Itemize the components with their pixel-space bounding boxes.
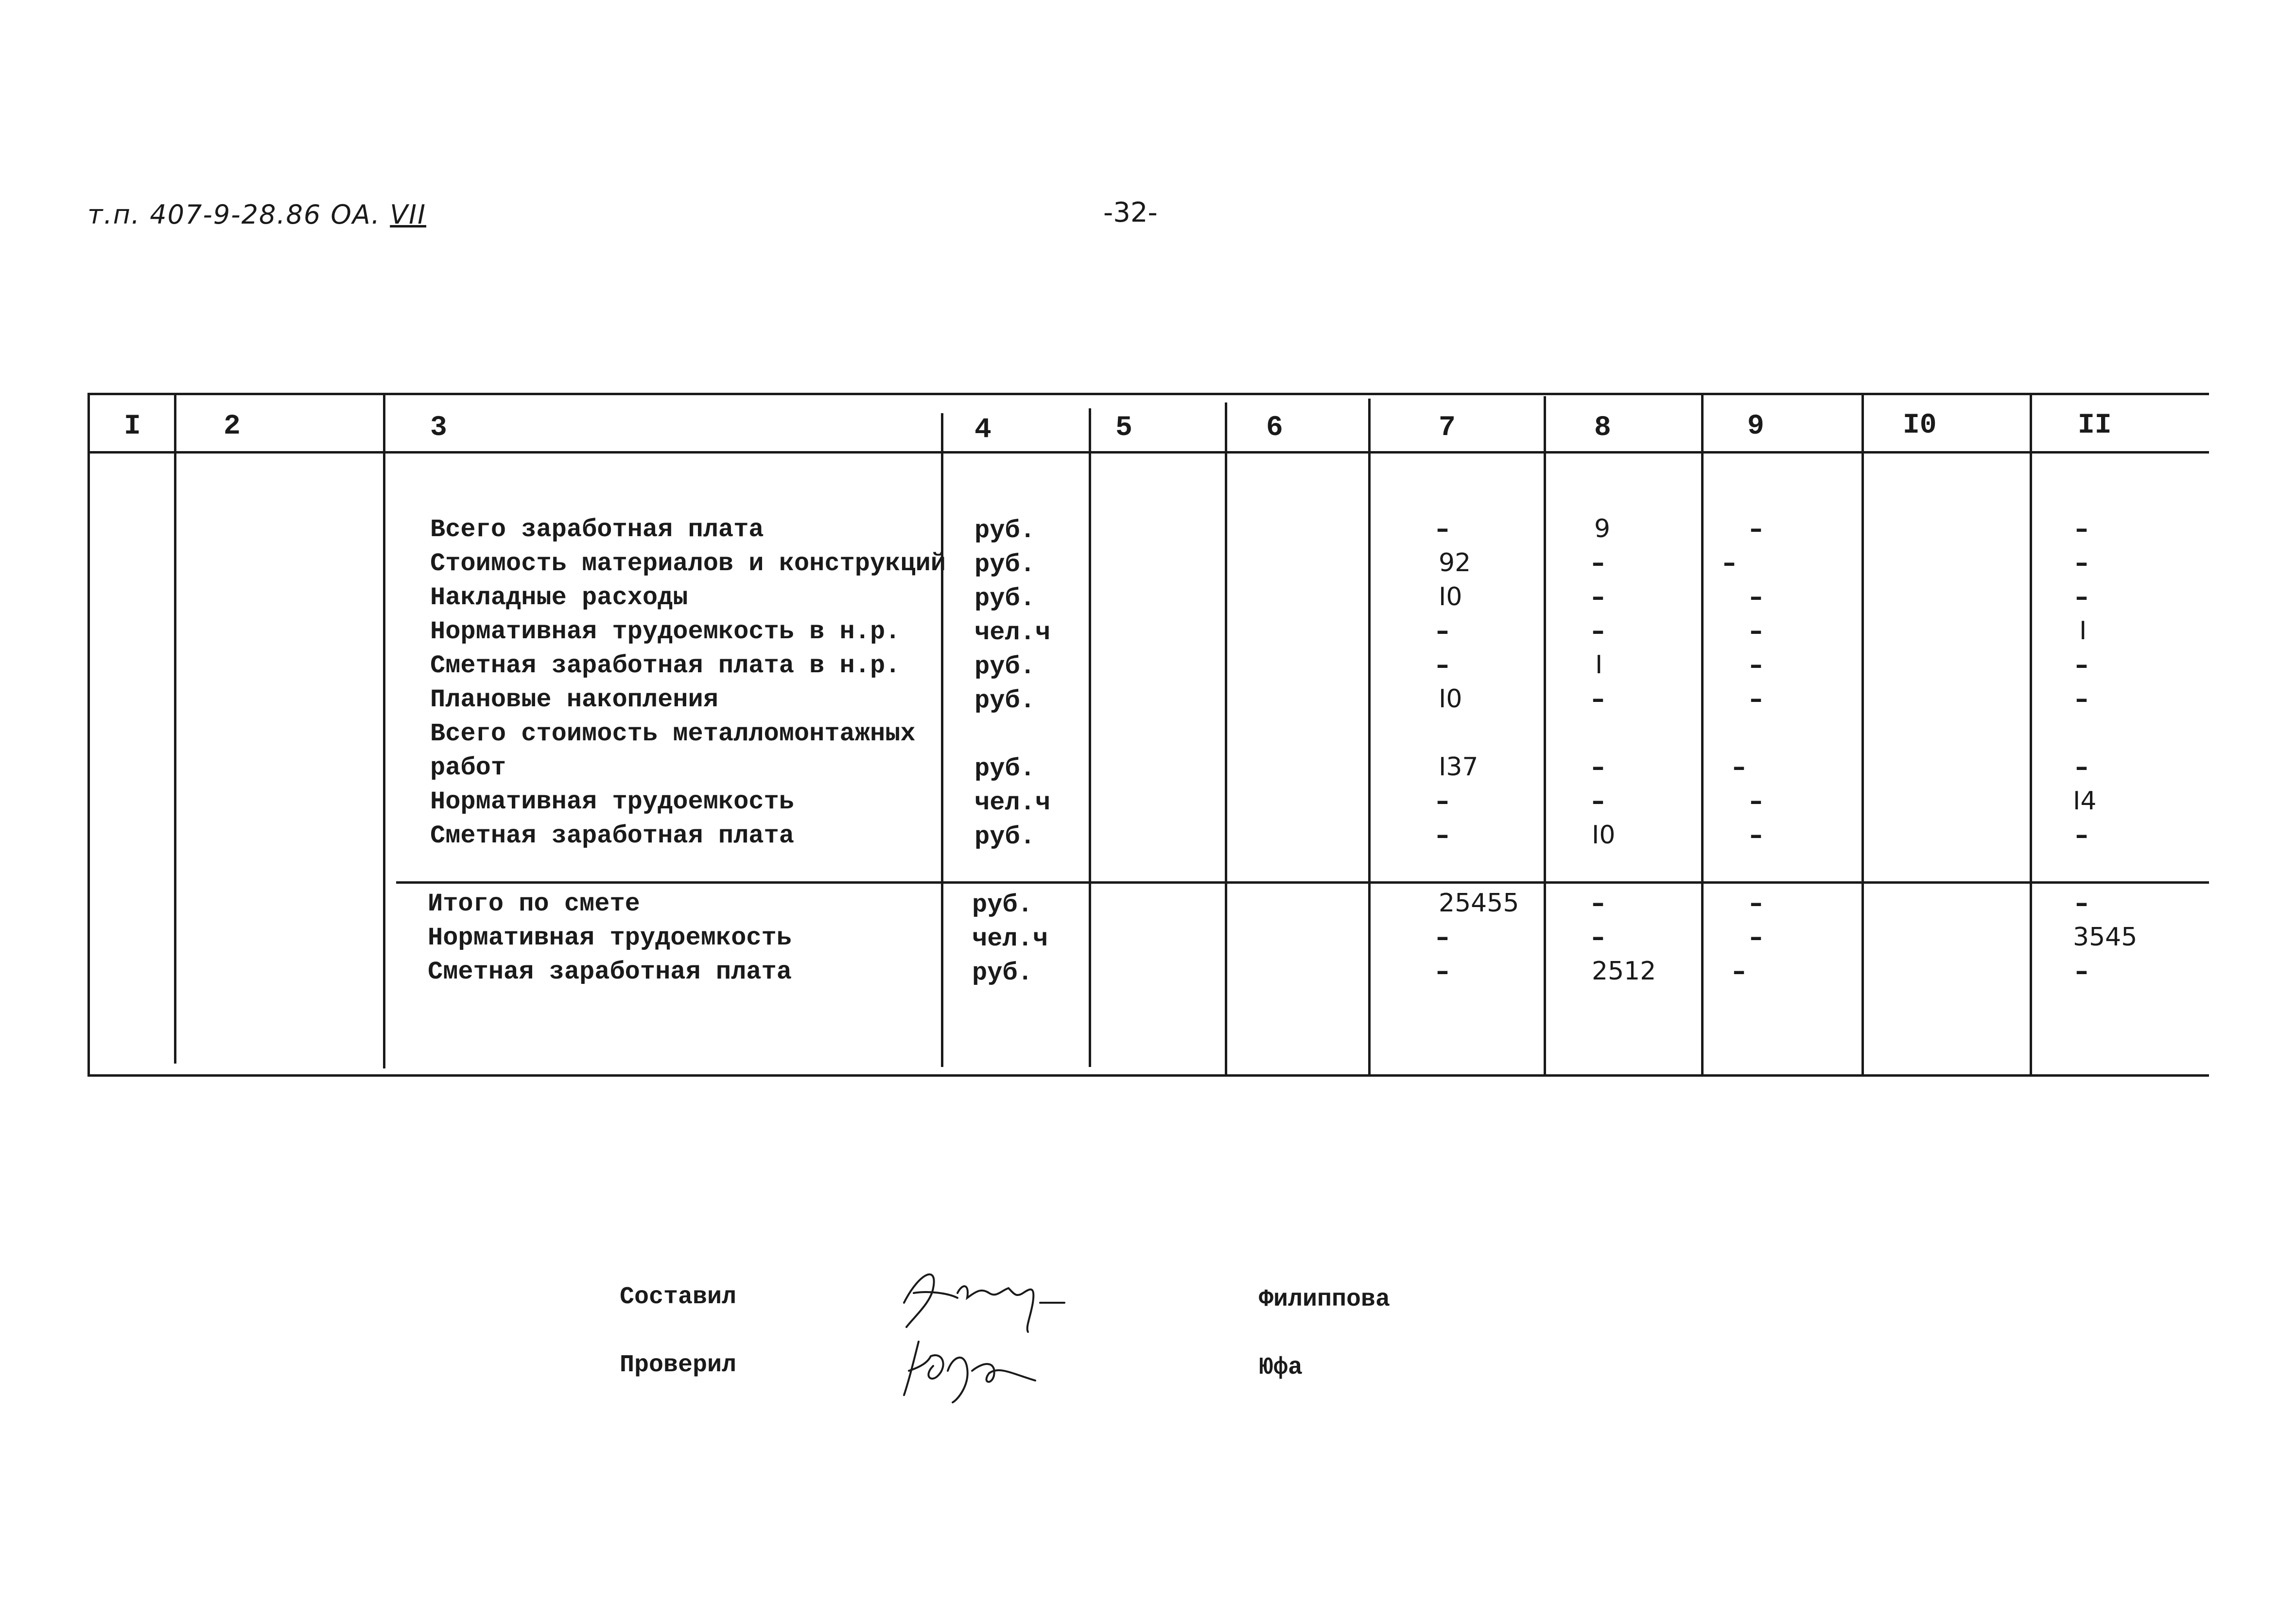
- table-col-divider: [1368, 399, 1371, 1077]
- document-code-text: т.п. 407-9-28.86 ОА.: [87, 199, 381, 230]
- column-header-10: I0: [1903, 410, 1937, 441]
- row-unit: руб.: [974, 652, 1035, 681]
- row-unit: руб.: [974, 822, 1035, 851]
- row-unit: руб.: [972, 891, 1033, 919]
- row-name: Всего заработная плата: [430, 515, 764, 544]
- row-col9: –: [1750, 684, 1762, 714]
- row-unit: руб.: [974, 584, 1035, 613]
- document-code: [87, 199, 426, 230]
- column-header-5: 5: [1115, 412, 1132, 444]
- table-col-divider: [174, 393, 176, 1064]
- checked-by-name: Юфа: [1259, 1354, 1303, 1381]
- row-name: Нормативная трудоемкость: [428, 924, 792, 952]
- table-col-divider: [1861, 394, 1864, 1077]
- row-name: Плановые накопления: [430, 685, 718, 714]
- table-top-rule: [87, 393, 2209, 395]
- row-name: Итого по смете: [428, 890, 640, 918]
- table-col-divider: [1544, 396, 1546, 1077]
- row-unit: чел.ч: [972, 925, 1048, 953]
- row-unit: руб.: [974, 754, 1035, 783]
- column-header-3: 3: [430, 412, 447, 444]
- row-col11: 3545: [2073, 923, 2138, 952]
- column-header-7: 7: [1439, 412, 1456, 444]
- row-col11: I4: [2073, 787, 2097, 816]
- row-name: Стоимость материалов и конструкций: [430, 549, 946, 578]
- row-col7: 25455: [1439, 889, 1519, 918]
- row-col11: –: [2075, 548, 2088, 577]
- column-header-6: 6: [1266, 412, 1283, 444]
- row-name: работ: [430, 753, 506, 782]
- column-header-11: II: [2078, 410, 2112, 441]
- row-col9: –: [1750, 889, 1762, 918]
- row-col7: –: [1436, 821, 1449, 850]
- row-col11: –: [2075, 821, 2088, 850]
- row-col9: –: [1750, 582, 1762, 612]
- row-col9: –: [1750, 616, 1762, 646]
- row-col11: –: [2075, 582, 2088, 612]
- row-name: Сметная заработная плата: [428, 958, 792, 986]
- row-col7: –: [1436, 923, 1449, 952]
- table-col-divider: [2030, 393, 2032, 1077]
- checked-signature: [894, 1322, 1069, 1405]
- row-unit: руб.: [974, 550, 1035, 579]
- row-unit: руб.: [974, 686, 1035, 715]
- row-col7: –: [1436, 650, 1449, 680]
- row-col8: 9: [1594, 514, 1611, 543]
- row-col8: 2512: [1592, 957, 1656, 986]
- row-unit: руб.: [972, 959, 1033, 987]
- row-col9: –: [1750, 787, 1762, 816]
- column-header-8: 8: [1594, 412, 1611, 444]
- row-col7: –: [1436, 787, 1449, 816]
- table-col-divider: [941, 413, 943, 1067]
- compiled-by-name: Филиппова: [1259, 1286, 1391, 1313]
- row-col11: –: [2075, 957, 2088, 986]
- row-col8: –: [1592, 923, 1604, 952]
- row-col9: –: [1733, 752, 1745, 782]
- row-name: Нормативная трудоемкость в н.р.: [430, 617, 901, 646]
- row-col7: I37: [1439, 752, 1478, 782]
- column-header-1: I: [124, 411, 141, 442]
- row-unit: руб.: [974, 516, 1035, 545]
- compiled-by-label: Составил: [620, 1283, 737, 1311]
- row-name: Нормативная трудоемкость: [430, 787, 794, 816]
- row-col7: –: [1436, 957, 1449, 986]
- row-col11: –: [2075, 889, 2088, 918]
- row-col7: –: [1436, 616, 1449, 646]
- row-col8: I0: [1592, 821, 1616, 850]
- table-col-divider: [87, 393, 90, 1077]
- row-col8: –: [1592, 684, 1604, 714]
- column-header-4: 4: [974, 414, 991, 446]
- row-unit: чел.ч: [974, 618, 1051, 647]
- row-col9: –: [1723, 548, 1736, 577]
- row-col7: 92: [1439, 548, 1471, 577]
- row-col7: I0: [1439, 582, 1462, 612]
- row-col9: –: [1750, 821, 1762, 850]
- row-col11: –: [2075, 514, 2088, 543]
- row-col8: –: [1592, 582, 1604, 612]
- row-col7: –: [1436, 514, 1449, 543]
- row-col11: –: [2075, 684, 2088, 714]
- row-col8: –: [1592, 889, 1604, 918]
- row-name: Накладные расходы: [430, 583, 688, 612]
- row-col8: –: [1592, 787, 1604, 816]
- row-col9: –: [1750, 923, 1762, 952]
- table-col-divider: [1701, 395, 1704, 1077]
- row-col11: I: [2079, 616, 2087, 646]
- row-col7: I0: [1439, 684, 1462, 714]
- table-header-rule: [87, 451, 2209, 454]
- row-col8: I: [1595, 650, 1603, 680]
- row-col9: –: [1750, 514, 1762, 543]
- document-code-roman: VII: [390, 199, 426, 230]
- row-name: Сметная заработная плата в н.р.: [430, 651, 901, 680]
- row-col11: –: [2075, 650, 2088, 680]
- row-col8: –: [1592, 752, 1604, 782]
- table-col-divider: [1225, 402, 1227, 1076]
- column-header-2: 2: [224, 411, 241, 442]
- row-name: Сметная заработная плата: [430, 821, 794, 850]
- row-unit: чел.ч: [974, 788, 1051, 817]
- table-bottom-rule: [87, 1074, 2209, 1077]
- row-col11: –: [2075, 752, 2088, 782]
- table-total-rule: [396, 881, 2209, 884]
- row-name: Всего стоимость металломонтажных: [430, 719, 916, 748]
- row-col8: –: [1592, 548, 1604, 577]
- row-col9: –: [1750, 650, 1762, 680]
- table-col-divider: [1089, 408, 1091, 1067]
- page-number: -32-: [1103, 197, 1158, 228]
- column-header-9: 9: [1747, 411, 1764, 442]
- row-col8: –: [1592, 616, 1604, 646]
- row-col9: –: [1733, 957, 1745, 986]
- checked-by-label: Проверил: [620, 1351, 737, 1379]
- table-col-divider: [383, 393, 385, 1068]
